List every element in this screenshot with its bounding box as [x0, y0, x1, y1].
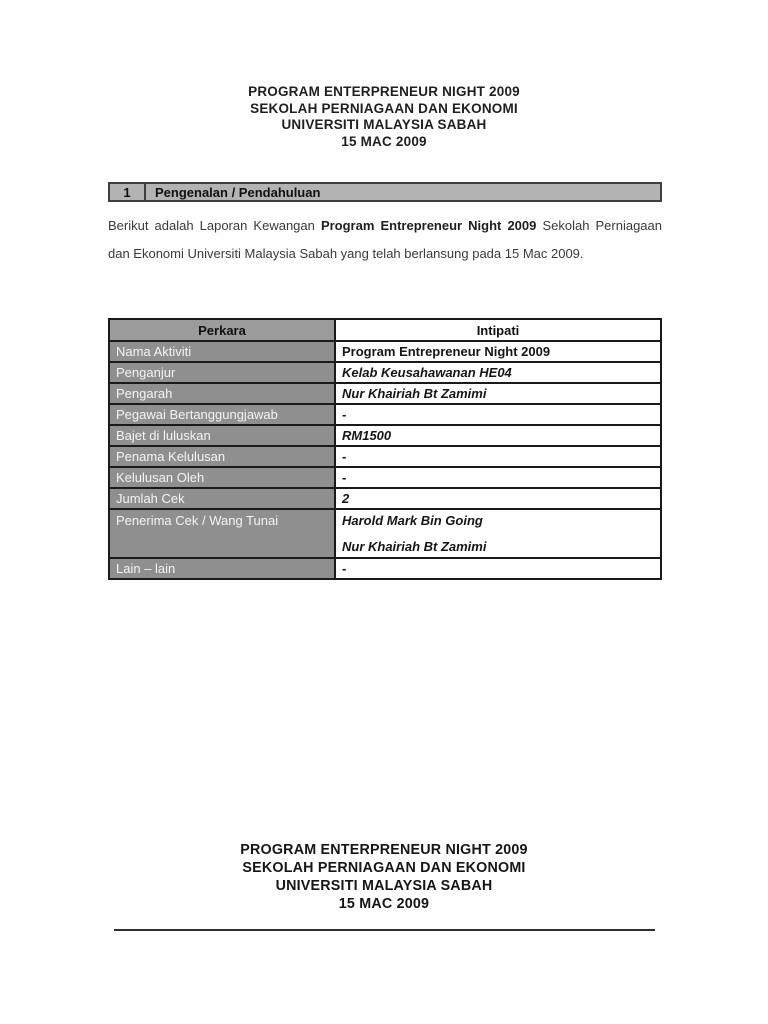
- row-value: Program Entrepreneur Night 2009: [335, 341, 661, 362]
- table-row: [109, 425, 661, 446]
- title-line: PROGRAM ENTERPRENEUR NIGHT 2009: [248, 84, 520, 99]
- payee-name-2: Nur Khairiah Bt Zamimi: [342, 539, 487, 554]
- row-value: Kelab Keusahawanan HE04: [335, 362, 661, 383]
- row-label: Pengarah: [109, 383, 335, 404]
- section-number: 1: [110, 184, 146, 200]
- footer-title-block: [0, 841, 768, 913]
- row-label: Penerima Cek / Wang Tunai: [109, 509, 335, 558]
- table-row: [109, 362, 661, 383]
- section-header-bar: [108, 182, 662, 202]
- table-row: [109, 558, 661, 579]
- table-row: [109, 341, 661, 362]
- row-value: -: [335, 467, 661, 488]
- table-header-row: [109, 319, 661, 341]
- row-label: Bajet di luluskan: [109, 425, 335, 446]
- intro-text-post: Sekolah Perniagaan dan Ekonomi Universiti Malaysia Sabah yang telah berlansung pada 15 Mac 2009.: [108, 218, 662, 261]
- table-row: [109, 404, 661, 425]
- row-label: Lain – lain: [109, 558, 335, 579]
- table-row: [109, 488, 661, 509]
- row-label: Penama Kelulusan: [109, 446, 335, 467]
- intro-paragraph: [108, 212, 662, 267]
- table-row: [109, 446, 661, 467]
- row-value: RM1500: [335, 425, 661, 446]
- table-row: [109, 467, 661, 488]
- row-value: -: [335, 558, 661, 579]
- footer-title-line: UNIVERSITI MALAYSIA SABAH: [275, 878, 493, 894]
- title-line: SEKOLAH PERNIAGAAN DAN EKONOMI: [250, 100, 518, 116]
- row-label: Pegawai Bertanggungjawab: [109, 404, 335, 425]
- table-row: [109, 509, 661, 558]
- footer-title-line: SEKOLAH PERNIAGAAN DAN EKONOMI: [242, 860, 526, 876]
- footer-title-line: 15 MAC 2009: [338, 896, 430, 912]
- section-title: Pengenalan / Pendahuluan: [155, 184, 321, 200]
- intro-text-bold: Program Entrepreneur Night 2009: [320, 218, 537, 233]
- col-header-intipati: Intipati: [335, 319, 661, 341]
- document-title-block: [0, 84, 768, 150]
- footer-title-line: PROGRAM ENTERPRENEUR NIGHT 2009: [240, 842, 528, 858]
- row-value: -: [335, 404, 661, 425]
- row-value: 2: [335, 488, 661, 509]
- row-label: Nama Aktiviti: [109, 341, 335, 362]
- report-table: [108, 318, 662, 580]
- row-value: Nur Khairiah Bt Zamimi: [335, 383, 661, 404]
- intro-text-pre: Berikut adalah Laporan Kewangan: [108, 218, 321, 233]
- payee-name-1: Harold Mark Bin Going: [342, 513, 483, 528]
- row-label: Kelulusan Oleh: [109, 467, 335, 488]
- table-row: [109, 383, 661, 404]
- footer-rule: [114, 929, 655, 931]
- row-label: Jumlah Cek: [109, 488, 335, 509]
- title-line: 15 MAC 2009: [341, 133, 427, 149]
- row-value: [335, 509, 661, 558]
- row-label: Penganjur: [109, 362, 335, 383]
- row-value: -: [335, 446, 661, 467]
- col-header-perkara: Perkara: [109, 319, 335, 341]
- title-line: UNIVERSITI MALAYSIA SABAH: [281, 117, 487, 132]
